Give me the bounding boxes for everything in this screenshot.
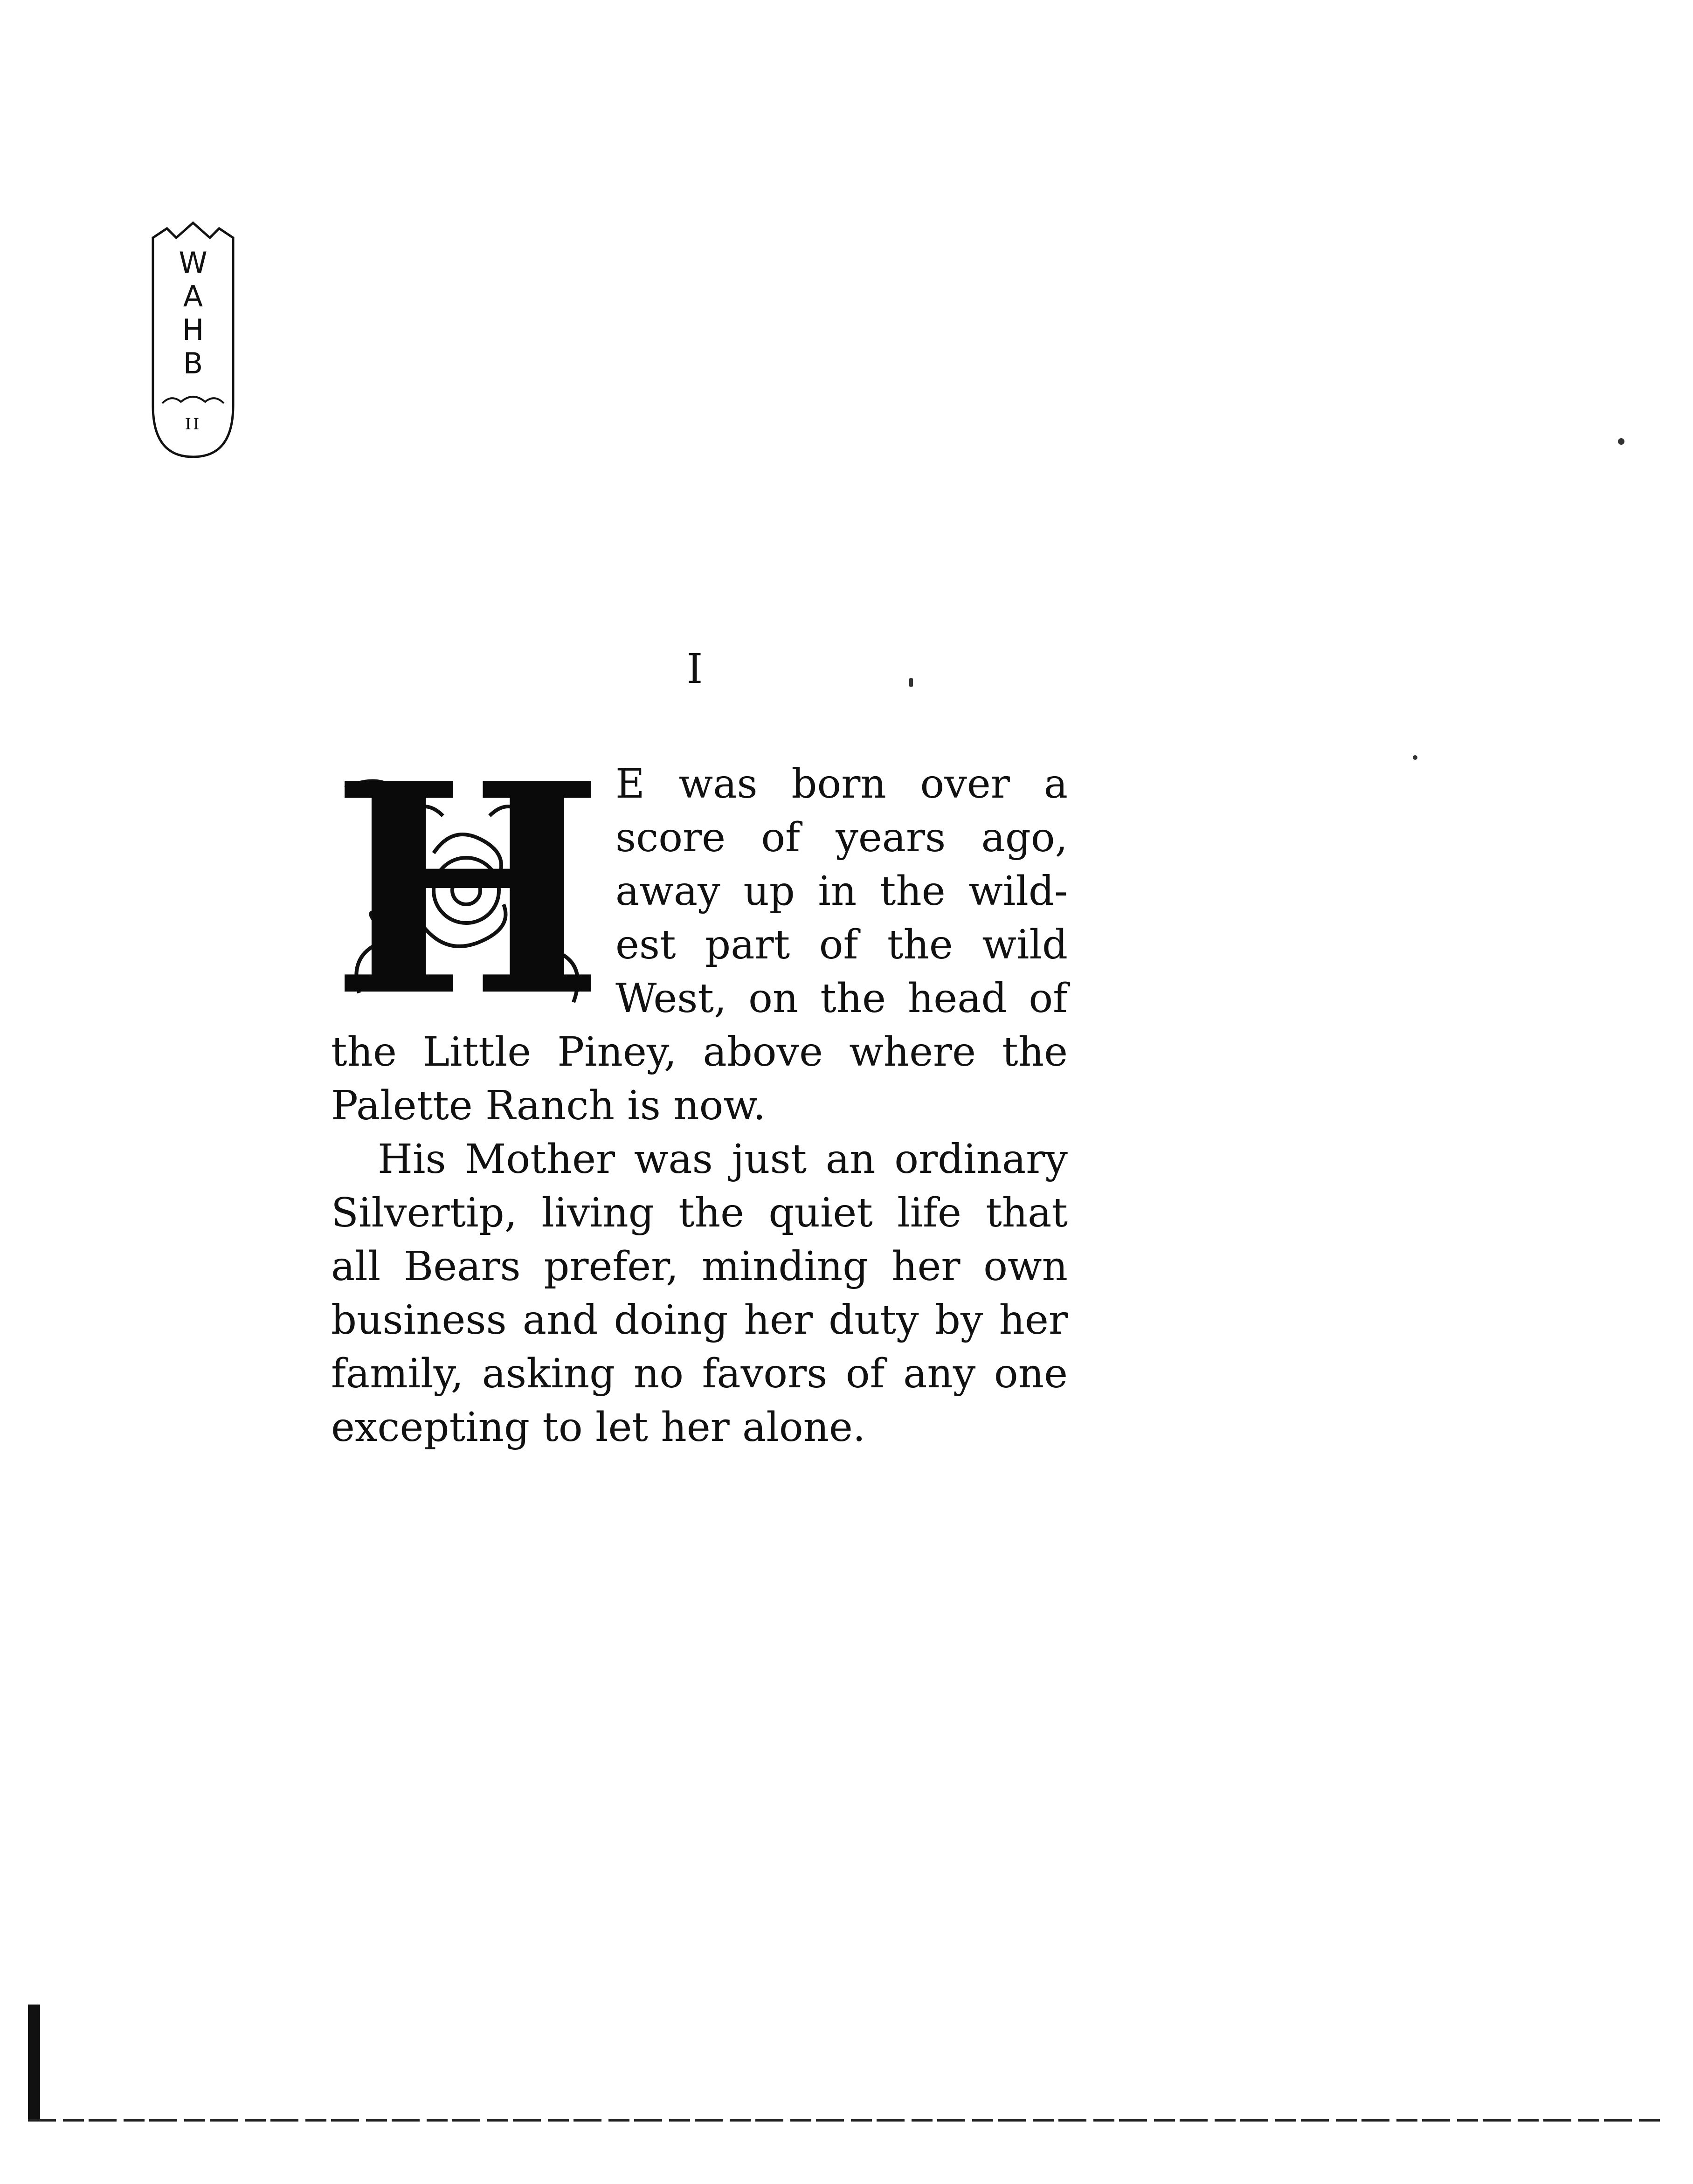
chapter-number: I xyxy=(686,645,703,693)
badge-letter: W xyxy=(179,246,207,280)
page-bottom-rule xyxy=(28,2119,1660,2122)
running-head-badge xyxy=(148,219,238,462)
badge-letter: B xyxy=(183,346,203,380)
badge-letter: H xyxy=(182,313,204,347)
badge-title xyxy=(148,246,238,380)
drop-cap-letter: H xyxy=(331,721,604,1060)
chapter-text xyxy=(331,721,1068,1454)
scan-speck xyxy=(1618,438,1624,445)
badge-letter: A xyxy=(183,279,203,313)
scan-edge-mark xyxy=(28,2005,40,2121)
scan-speck xyxy=(909,678,913,687)
ornamental-drop-cap xyxy=(331,721,604,1060)
paragraph: His Mother was just an ordinary Silvertip, living the quiet life that all Bears prefer, minding her own business and doing her duty by her family, asking no favors of any one excepting to let her alone. xyxy=(331,1136,1068,1451)
paragraph: E was born over a score of years ago, away up in the wild-est part of the wild West, on the head of the Little Piney, above where the Palette Ranch is now. xyxy=(331,761,1068,1129)
scan-speck xyxy=(1413,755,1417,760)
page-number: II xyxy=(185,415,201,434)
